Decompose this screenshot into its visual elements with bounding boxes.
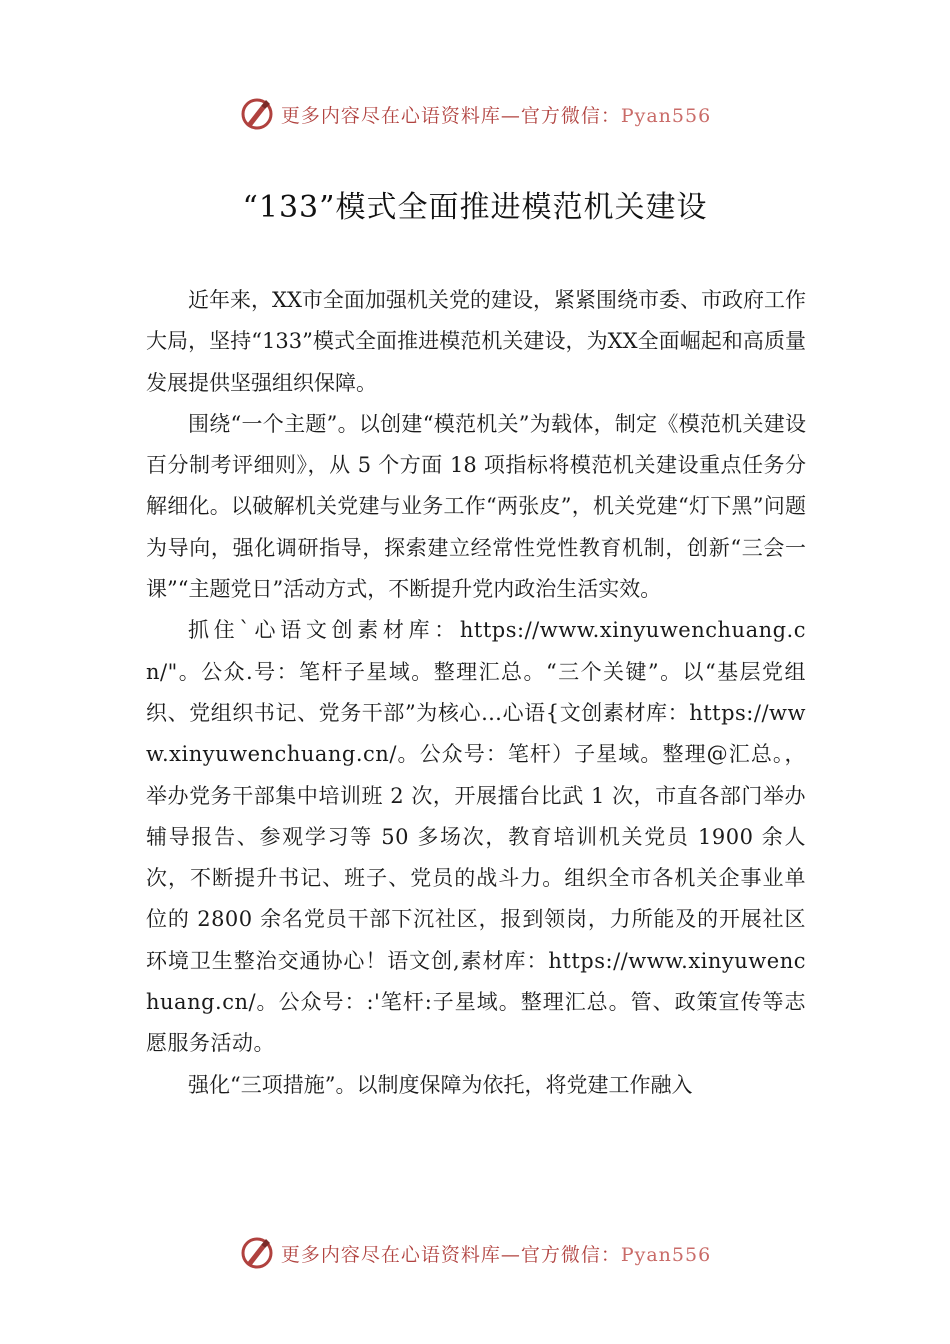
footer-wechat-id: Pyan556 — [620, 1243, 712, 1266]
pen-logo-icon — [239, 96, 275, 132]
header-banner-text: 更多内容尽在心语资料库—官方微信：Pyan556 — [280, 104, 712, 127]
header-wechat-id: Pyan556 — [620, 104, 712, 127]
footer-banner — [0, 1233, 950, 1273]
footer-banner-text: 更多内容尽在心语资料库—官方微信：Pyan556 — [280, 1243, 712, 1266]
document-body — [146, 280, 806, 1106]
paragraph-intro: 近年来，XX市全面加强机关党的建设，紧紧围绕市委、市政府工作大局，坚持“133”模式全面推进模范机关建设，为XX全面崛起和高质量发展提供坚强组织保障。 — [146, 288, 806, 395]
header-banner — [0, 94, 950, 134]
paragraph-theme: 围绕“一个主题”。以创建“模范机关”为载体，制定《模范机关建设百分制考评细则》，从 5 个方面 18 项指标将模范机关建设重点任务分解细化。以破解机关党建与业务工作“两张皮”，机关党建“灯下黑”问题为导向，强化调研指导，探索建立经常性党性教育机制，创新“三会一课”“主题党日”活动方式，不断提升党内政治生活实效。 — [146, 411, 806, 602]
paragraph-key-points: 抓住`心语文创素材库：https://www.xinyuwenchuang.cn/"。公众.号：笔杆子星域。整理汇总。“三个关键”。以“基层党组织、党组织书记、党务干部”为核心…心语{文创素材库：https://www.xinyuwenchuang.cn/。公众号：笔杆）子星域。整理@汇总。，举办党务干部集中培训班 2 次，开展擂台比武 1 次，市直各部门举办辅导报告、参观学习等 50 多场次，教育培训机关党员 1900 余人次，不断提升书记、班子、党员的战斗力。组织全市各机关企事业单位的 2800 余名党员干部下沉社区，报到领岗，力所能及的开展社区环境卫生整治交通协心！语文创,素材库：https://www.xinyuwenchuang.cn/。公众号：:'笔杆:子星域。整理汇总。管、政策宣传等志愿服务活动。 — [146, 618, 806, 1056]
document-title: “133”模式全面推进模范机关建设 — [242, 190, 708, 225]
paragraph-measures: 强化“三项措施”。以制度保障为依托，将党建工作融入 — [188, 1072, 693, 1097]
pen-logo-icon — [239, 1235, 275, 1271]
